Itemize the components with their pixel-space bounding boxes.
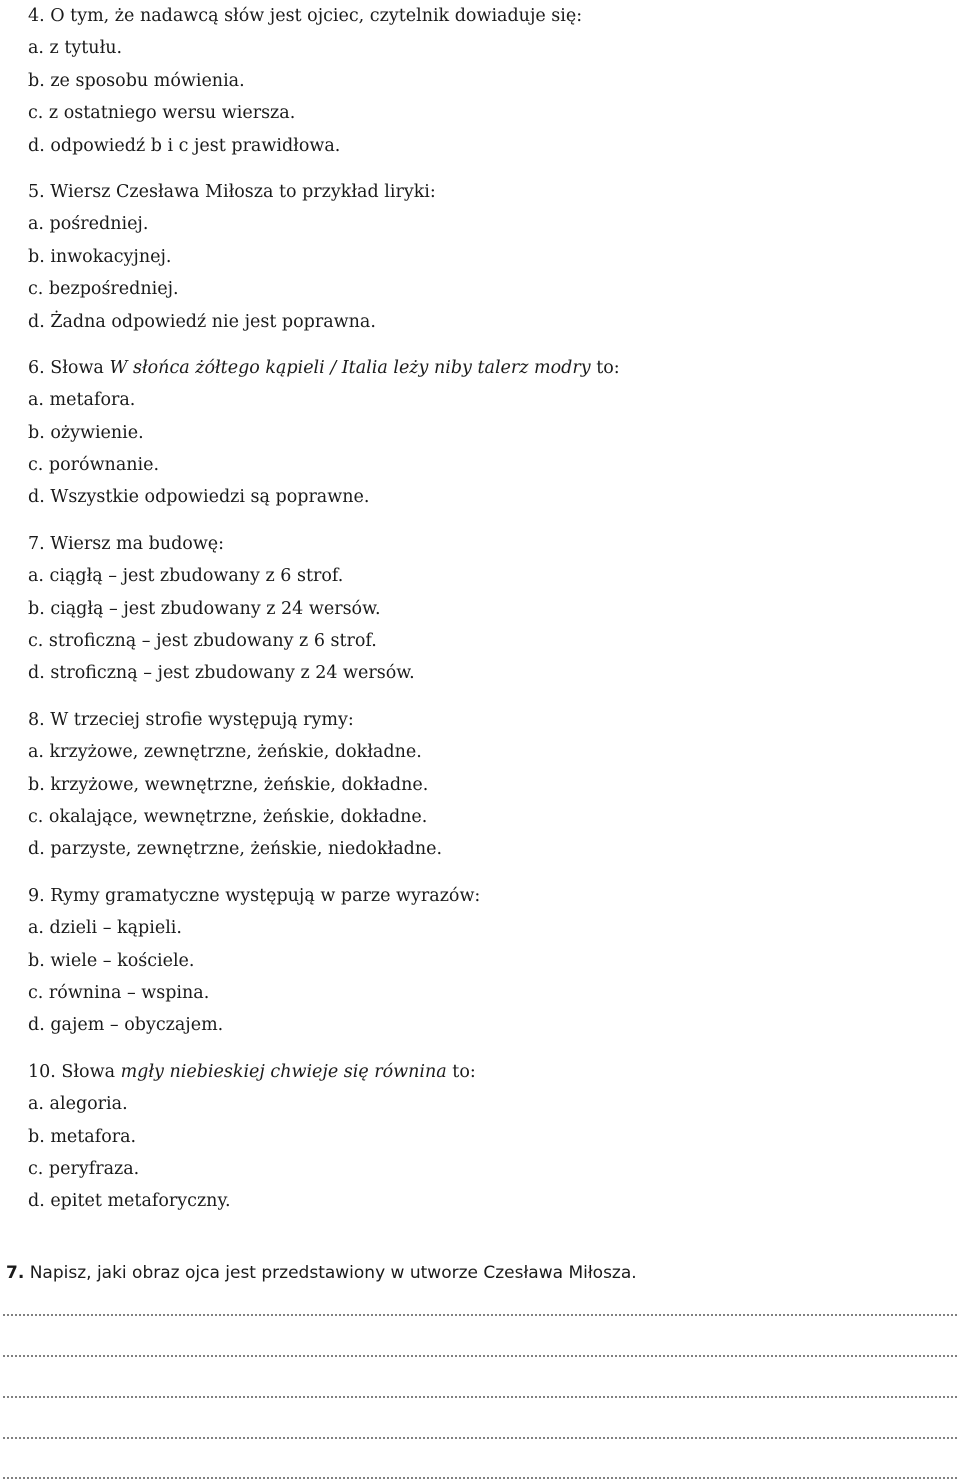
question-4 (28, 0, 948, 162)
answer-line-4[interactable] (2, 1437, 958, 1439)
answer-option-c: c. z ostatniego wersu wiersza. (28, 103, 296, 124)
answer-option-a: a. ciągłą – jest zbudowany z 6 strof. (28, 566, 344, 587)
question-6 (28, 352, 948, 514)
question-9 (28, 880, 948, 1042)
answer-option-b: b. metafora. (28, 1126, 137, 1147)
answer-option-a: a. alegoria. (28, 1094, 128, 1115)
answer-option-a: a. metafora. (28, 390, 136, 411)
answer-option-b: b. ciągłą – jest zbudowany z 24 wersów. (28, 598, 381, 619)
question-title: 8. W trzeciej strofie występują rymy: (28, 709, 354, 730)
answer-option-d: d. gajem – obyczajem. (28, 1015, 224, 1036)
answer-line-1[interactable] (2, 1314, 958, 1316)
task-number: 7. (6, 1263, 25, 1283)
answer-option-d: d. Żadna odpowiedź nie jest poprawna. (28, 311, 376, 332)
question-title-suffix: to: (446, 1061, 476, 1082)
answer-line-2[interactable] (2, 1355, 958, 1357)
answer-option-c: c. peryfraza. (28, 1158, 140, 1179)
answer-option-a: a. z tytułu. (28, 38, 123, 59)
quiz-questions (28, 0, 948, 1232)
answer-option-d: d. parzyste, zewnętrzne, żeńskie, niedokładne. (28, 839, 443, 860)
answer-option-c: c. porównanie. (28, 455, 160, 476)
question-8 (28, 704, 948, 866)
question-title-suffix: to: (590, 357, 620, 378)
question-title-prefix: 10. Słowa (28, 1061, 121, 1082)
answer-option-c: c. okalające, wewnętrzne, żeńskie, dokładne. (28, 806, 428, 827)
open-task-prompt (6, 1257, 946, 1289)
answer-option-a: a. krzyżowe, zewnętrzne, żeńskie, dokładne. (28, 742, 422, 763)
answer-option-a: a. pośredniej. (28, 214, 149, 235)
question-title: 7. Wiersz ma budowę: (28, 533, 225, 554)
question-7 (28, 528, 948, 690)
answer-line-5[interactable] (2, 1477, 958, 1479)
answer-option-a: a. dzieli – kąpieli. (28, 918, 182, 939)
answer-option-c: c. stroficzną – jest zbudowany z 6 strof. (28, 631, 377, 652)
question-title: 9. Rymy gramatyczne występują w parze wyrazów: (28, 885, 481, 906)
answer-option-b: b. inwokacyjnej. (28, 246, 172, 267)
question-title: 5. Wiersz Czesława Miłosza to przykład liryki: (28, 181, 436, 202)
question-5 (28, 176, 948, 338)
question-title-prefix: 6. Słowa (28, 357, 110, 378)
answer-option-b: b. krzyżowe, wewnętrzne, żeńskie, dokładne. (28, 774, 429, 795)
answer-option-d: d. stroficzną – jest zbudowany z 24 wersów. (28, 663, 415, 684)
quoted-phrase: mgły niebieskiej chwieje się równina (120, 1061, 447, 1082)
question-title: 4. O tym, że nadawcą słów jest ojciec, czytelnik dowiaduje się: (28, 6, 583, 26)
question-title (28, 352, 948, 384)
answer-option-d: d. epitet metaforyczny. (28, 1191, 231, 1212)
answer-option-c: c. bezpośredniej. (28, 279, 179, 300)
quoted-phrase: W słońca żółtego kąpieli / Italia leży niby talerz modry (109, 357, 591, 378)
answer-option-b: b. ze sposobu mówienia. (28, 70, 245, 91)
answer-option-d: d. Wszystkie odpowiedzi są poprawne. (28, 487, 370, 508)
answer-option-c: c. równina – wspina. (28, 982, 210, 1003)
question-10 (28, 1056, 948, 1218)
question-title (28, 1056, 948, 1088)
answer-line-3[interactable] (2, 1396, 958, 1398)
answer-option-b: b. wiele – kościele. (28, 950, 195, 971)
answer-option-d: d. odpowiedź b i c jest prawidłowa. (28, 135, 341, 156)
answer-option-b: b. ożywienie. (28, 422, 144, 443)
task-text: Napisz, jaki obraz ojca jest przedstawiony w utworze Czesława Miłosza. (29, 1263, 637, 1283)
